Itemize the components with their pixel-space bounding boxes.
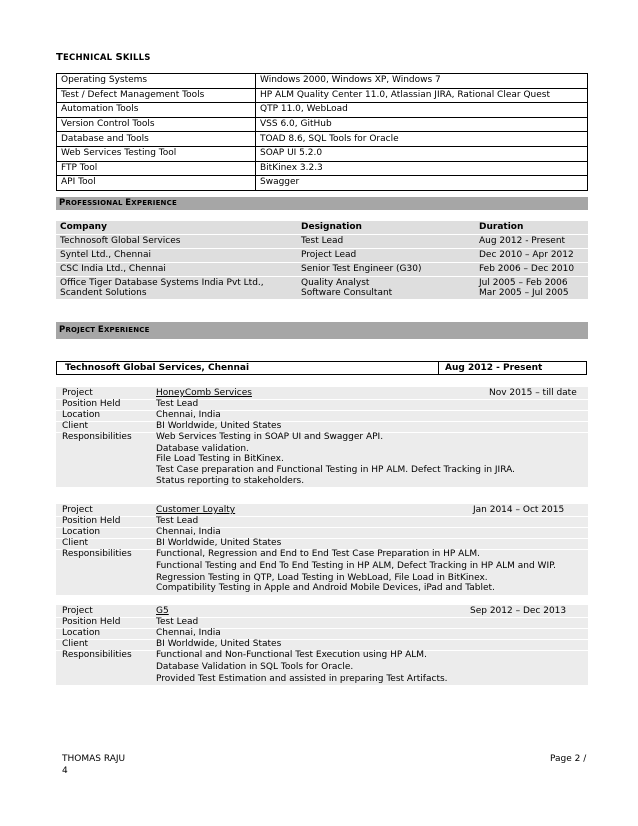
project-row	[56, 606, 588, 617]
title-rest: ECHNICAL	[63, 53, 113, 63]
location-row	[56, 628, 588, 639]
header-company: Company	[60, 222, 107, 232]
skill-key: Web Services Testing Tool	[57, 146, 256, 161]
client-row	[56, 639, 588, 650]
skill-value: Swagger	[256, 176, 588, 191]
title-initial: P	[59, 325, 66, 335]
label: Client	[62, 421, 89, 431]
divider	[438, 362, 439, 374]
position: Test Lead	[156, 617, 199, 627]
responsibilities-row	[56, 549, 588, 560]
position-row	[56, 617, 588, 628]
company: CSC India Ltd., Chennai	[60, 264, 166, 274]
client-row	[56, 538, 588, 549]
table-row	[57, 117, 588, 132]
table-row	[57, 132, 588, 147]
table-row	[57, 161, 588, 176]
company: Scandent Solutions	[60, 288, 147, 298]
location-row	[56, 410, 588, 421]
location-row	[56, 527, 588, 538]
title-initial: E	[97, 325, 104, 335]
technical-skills-title	[56, 52, 151, 63]
client: BI Worldwide, United States	[156, 421, 282, 431]
skill-value: SOAP UI 5.2.0	[256, 146, 588, 161]
table-row	[56, 277, 588, 299]
table-row	[57, 103, 588, 118]
responsibility: Functional, Regression and End to End Test Case Preparation in HP ALM.	[156, 549, 480, 559]
responsibility: File Load Testing in BitKinex.	[156, 454, 284, 464]
skill-key: Version Control Tools	[57, 117, 256, 132]
employer-header	[56, 361, 587, 375]
company: Office Tiger Database Systems India Pvt Ltd.,	[60, 278, 264, 288]
title-initial: E	[125, 198, 132, 208]
label: Position Held	[62, 399, 121, 409]
technical-skills-table	[56, 73, 588, 191]
professional-experience-title	[56, 197, 588, 210]
label: Project	[62, 606, 93, 616]
responsibility: Functional and Non-Functional Test Execution using HP ALM.	[156, 650, 427, 660]
duration: Aug 2012 - Present	[479, 236, 566, 246]
location: Chennai, India	[156, 527, 221, 537]
skill-key: Operating Systems	[57, 74, 256, 89]
footer-page-total: 4	[62, 766, 68, 776]
skill-value: BitKinex 3.2.3	[256, 161, 588, 176]
designation: Senior Test Engineer (G30)	[301, 264, 422, 274]
responsibility: Database validation.	[156, 444, 249, 454]
company: Syntel Ltd., Chennai	[60, 250, 151, 260]
duration: Dec 2010 – Apr 2012	[479, 250, 574, 260]
project-name: HoneyComb Services	[156, 388, 252, 398]
responsibility: Test Case preparation and Functional Testing in HP ALM. Defect Tracking in JIRA.	[156, 465, 515, 475]
title-rest: ROFESSIONAL	[65, 199, 123, 207]
responsibilities-row	[56, 650, 588, 661]
label: Project	[62, 388, 93, 398]
title-initial: S	[115, 52, 123, 63]
label: Client	[62, 639, 89, 649]
label: Responsibilities	[62, 549, 132, 559]
project-block	[56, 387, 588, 487]
title-rest: ROJECT	[65, 326, 96, 334]
skill-value: HP ALM Quality Center 11.0, Atlassian JIRA, Rational Clear Quest	[256, 88, 588, 103]
designation: Quality Analyst	[301, 278, 370, 288]
responsibility-line	[56, 662, 588, 673]
skill-value: QTP 11.0, WebLoad	[256, 103, 588, 118]
location: Chennai, India	[156, 628, 221, 638]
title-rest: XPERIENCE	[131, 199, 177, 207]
position-row	[56, 399, 588, 410]
project-row	[56, 388, 588, 399]
responsibilities-row	[56, 432, 588, 443]
responsibility: Status reporting to stakeholders.	[156, 476, 305, 486]
table-row	[57, 146, 588, 161]
responsibility: Regression Testing in QTP, Load Testing in WebLoad, File Load in BitKinex.	[156, 573, 488, 583]
skill-value: Windows 2000, Windows XP, Windows 7	[256, 74, 588, 89]
project-name: Customer Loyalty	[156, 505, 236, 515]
skill-key: Database and Tools	[57, 132, 256, 147]
project-dates: Sep 2012 – Dec 2013	[470, 606, 567, 616]
duration: Mar 2005 – Jul 2005	[479, 288, 569, 298]
title-initial: P	[59, 198, 66, 208]
responsibility-line	[56, 561, 588, 572]
experience-header-row	[56, 221, 588, 234]
project-block	[56, 605, 588, 685]
employer-name: Technosoft Global Services, Chennai	[65, 363, 250, 373]
label: Client	[62, 538, 89, 548]
project-dates: Jan 2014 – Oct 2015	[473, 505, 565, 515]
responsibility: Compatibility Testing in Apple and Android Mobile Devices, iPad and Tablet.	[156, 583, 495, 593]
project-dates: Nov 2015 – till date	[489, 388, 577, 398]
responsibility-line	[56, 674, 588, 685]
label: Responsibilities	[62, 650, 132, 660]
footer-page-label: Page 2 /	[550, 754, 587, 764]
skill-value: VSS 6.0, GitHub	[256, 117, 588, 132]
client-row	[56, 421, 588, 432]
duration: Feb 2006 – Dec 2010	[479, 264, 575, 274]
label: Project	[62, 505, 93, 515]
designation: Software Consultant	[301, 288, 393, 298]
label: Location	[62, 410, 101, 420]
title-initial: T	[56, 52, 64, 63]
skill-value: TOAD 8.6, SQL Tools for Oracle	[256, 132, 588, 147]
responsibility: Database Validation in SQL Tools for Oracle.	[156, 662, 354, 672]
label: Position Held	[62, 617, 121, 627]
position: Test Lead	[156, 516, 199, 526]
employer-duration: Aug 2012 - Present	[445, 363, 543, 373]
title-rest: XPERIENCE	[103, 326, 150, 334]
client: BI Worldwide, United States	[156, 538, 282, 548]
skill-key: Automation Tools	[57, 103, 256, 118]
designation: Test Lead	[301, 236, 344, 246]
designation: Project Lead	[301, 250, 357, 260]
project-experience-title	[56, 322, 588, 339]
responsibility: Functional Testing and End To End Testing in HP ALM, Defect Tracking in HP ALM and WIP.	[156, 561, 556, 571]
responsibility-line	[56, 454, 588, 465]
table-row	[56, 249, 588, 262]
responsibility: Web Services Testing in SOAP UI and Swagger API.	[156, 432, 384, 442]
header-duration: Duration	[479, 222, 524, 232]
position-row	[56, 516, 588, 527]
footer-name: THOMAS RAJU	[62, 754, 126, 764]
label: Location	[62, 527, 101, 537]
project-row	[56, 505, 588, 516]
responsibility-line	[56, 465, 588, 476]
project-name: G5	[156, 606, 169, 616]
label: Location	[62, 628, 101, 638]
skill-key: API Tool	[57, 176, 256, 191]
table-row	[56, 235, 588, 248]
header-designation: Designation	[301, 222, 362, 232]
client: BI Worldwide, United States	[156, 639, 282, 649]
skill-key: FTP Tool	[57, 161, 256, 176]
duration: Jul 2005 – Feb 2006	[479, 278, 568, 288]
table-row	[57, 176, 588, 191]
responsibility: Provided Test Estimation and assisted in preparing Test Artifacts.	[156, 674, 448, 684]
position: Test Lead	[156, 399, 199, 409]
location: Chennai, India	[156, 410, 221, 420]
label: Position Held	[62, 516, 121, 526]
experience-table	[56, 221, 588, 299]
responsibility-line	[56, 583, 588, 594]
company: Technosoft Global Services	[60, 236, 181, 246]
table-row	[56, 263, 588, 276]
project-block	[56, 504, 588, 595]
title-rest: KILLS	[122, 53, 151, 63]
table-row	[57, 88, 588, 103]
responsibility-line	[56, 476, 588, 487]
label: Responsibilities	[62, 432, 132, 442]
skill-key: Test / Defect Management Tools	[57, 88, 256, 103]
table-row	[57, 74, 588, 89]
